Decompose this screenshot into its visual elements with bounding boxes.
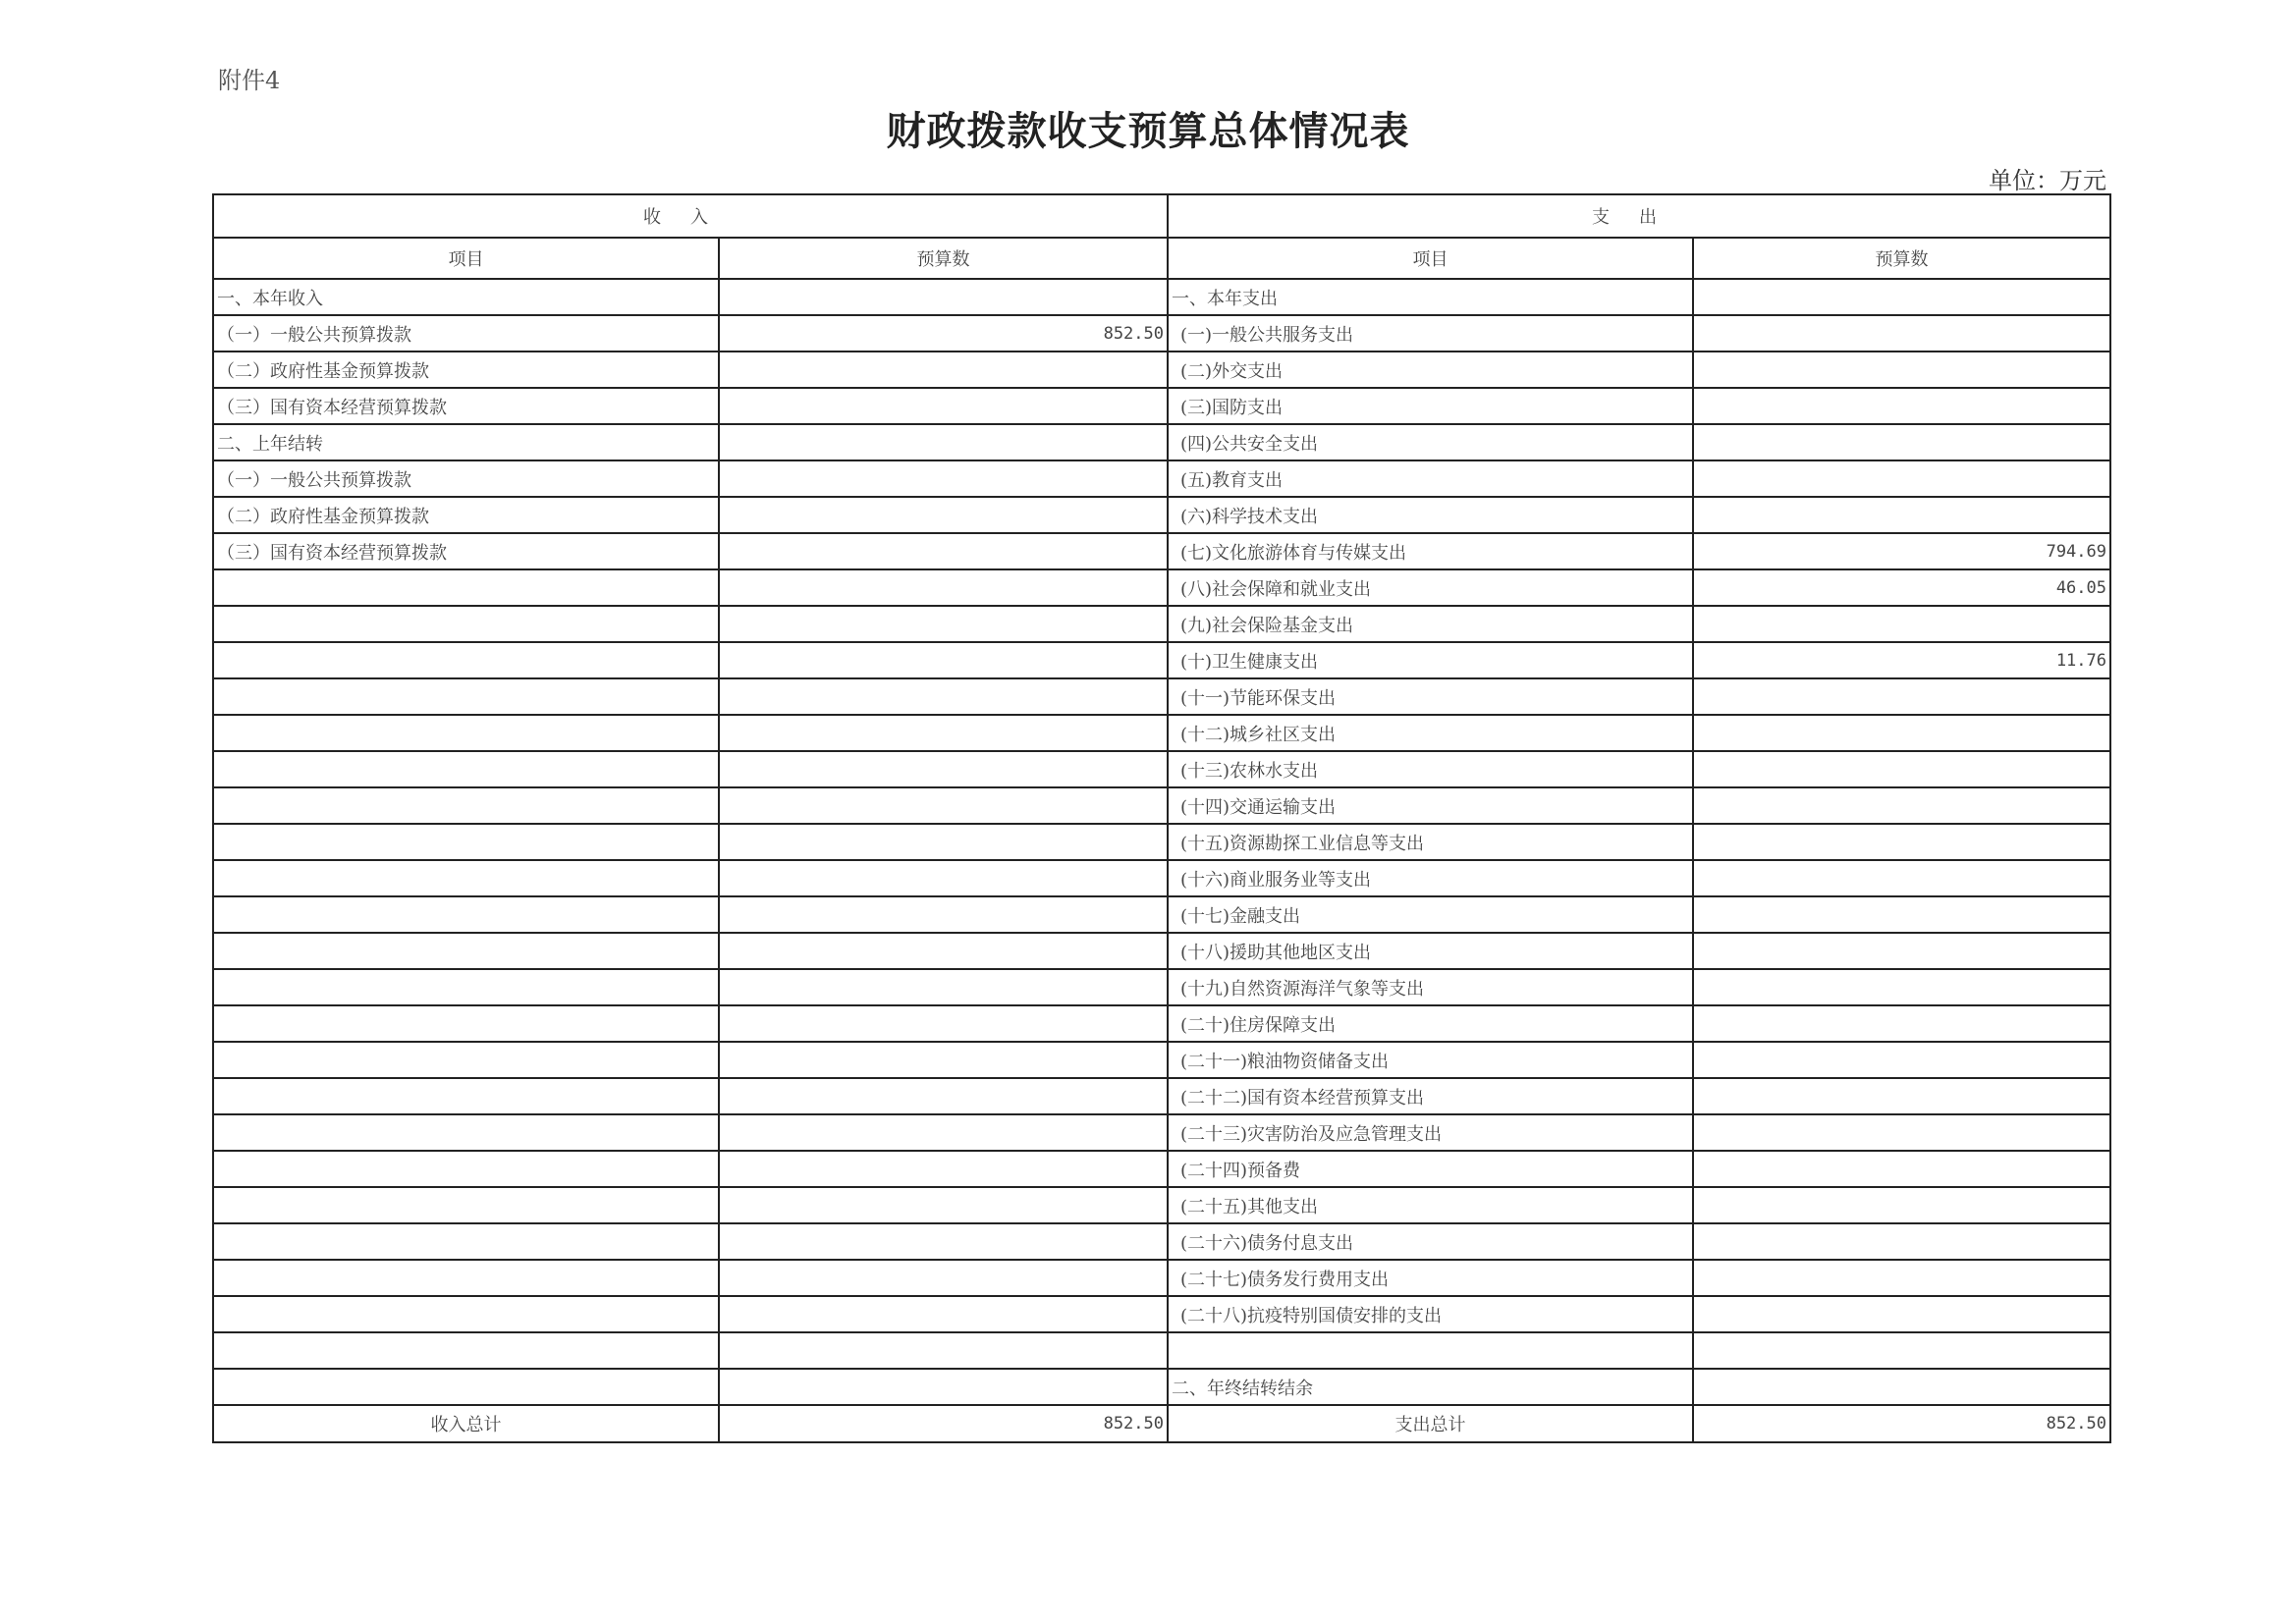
expense-item-cell: (九)社会保险基金支出 [1168, 606, 1693, 642]
income-value-cell [719, 569, 1168, 606]
income-item-cell: （一）一般公共预算拨款 [213, 315, 719, 352]
income-item-cell [213, 1369, 719, 1405]
expense-value-cell [1693, 460, 2110, 497]
income-item-cell [213, 1187, 719, 1223]
income-item-cell [213, 751, 719, 787]
income-value-cell [719, 1296, 1168, 1332]
expense-item-cell: 二、年终结转结余 [1168, 1369, 1693, 1405]
income-value-cell [719, 497, 1168, 533]
income-value-cell [719, 1078, 1168, 1114]
table-row [213, 1296, 2110, 1332]
income-item-cell [213, 1332, 719, 1369]
income-value-cell [719, 896, 1168, 933]
income-item-cell [213, 824, 719, 860]
income-item-cell [213, 1042, 719, 1078]
expense-value-cell [1693, 606, 2110, 642]
page-title: 财政拨款收支预算总体情况表 [886, 108, 1410, 154]
income-value-cell: 852.50 [719, 315, 1168, 352]
unit-label: 单位：万元 [1989, 167, 2106, 194]
expense-item-cell: (十七)金融支出 [1168, 896, 1693, 933]
expense-item-cell: (二)外交支出 [1168, 352, 1693, 388]
income-item-cell: （三）国有资本经营预算拨款 [213, 533, 719, 569]
table-row [213, 279, 2110, 315]
expense-item-cell [1168, 1332, 1693, 1369]
income-value-cell [719, 1151, 1168, 1187]
income-value-cell [719, 678, 1168, 715]
table-row [213, 1078, 2110, 1114]
expense-total-value: 852.50 [1693, 1405, 2110, 1442]
income-item-cell [213, 860, 719, 896]
expense-value-cell [1693, 279, 2110, 315]
table-row [213, 1187, 2110, 1223]
income-item-cell [213, 569, 719, 606]
table-row [213, 1332, 2110, 1369]
income-value-cell [719, 1005, 1168, 1042]
expense-value-cell [1693, 1223, 2110, 1260]
table-row [213, 424, 2110, 460]
expense-item-cell: (二十四)预备费 [1168, 1151, 1693, 1187]
income-item-cell: （二）政府性基金预算拨款 [213, 497, 719, 533]
budget-table-body [213, 194, 2110, 1442]
income-item-cell: （三）国有资本经营预算拨款 [213, 388, 719, 424]
table-row [213, 1114, 2110, 1151]
expense-item-cell: (十二)城乡社区支出 [1168, 715, 1693, 751]
income-item-cell [213, 715, 719, 751]
income-item-cell [213, 1296, 719, 1332]
expense-value-cell [1693, 1296, 2110, 1332]
income-value-cell [719, 824, 1168, 860]
income-total-label: 收入总计 [213, 1405, 719, 1442]
income-item-cell [213, 1114, 719, 1151]
table-row [213, 678, 2110, 715]
income-value-cell [719, 460, 1168, 497]
table-row [213, 569, 2110, 606]
expense-value-cell [1693, 497, 2110, 533]
table-row [213, 315, 2110, 352]
income-value-cell [719, 1369, 1168, 1405]
table-row [213, 606, 2110, 642]
expense-value-cell: 46.05 [1693, 569, 2110, 606]
expense-item-cell: (六)科学技术支出 [1168, 497, 1693, 533]
expense-section-header: 支出 [1168, 194, 2110, 238]
income-item-cell: 二、上年结转 [213, 424, 719, 460]
income-value-cell [719, 1114, 1168, 1151]
expense-item-cell: (三)国防支出 [1168, 388, 1693, 424]
expense-value-cell [1693, 352, 2110, 388]
income-value-cell [719, 1260, 1168, 1296]
table-row [213, 751, 2110, 787]
expense-item-header: 项目 [1168, 238, 1693, 279]
expense-item-cell: (二十六)债务付息支出 [1168, 1223, 1693, 1260]
income-value-cell [719, 279, 1168, 315]
expense-item-cell: (十一)节能环保支出 [1168, 678, 1693, 715]
expense-item-cell: (一)一般公共服务支出 [1168, 315, 1693, 352]
income-value-cell [719, 352, 1168, 388]
expense-value-cell [1693, 315, 2110, 352]
income-item-cell [213, 1260, 719, 1296]
expense-value-cell [1693, 678, 2110, 715]
income-value-cell [719, 933, 1168, 969]
table-row [213, 497, 2110, 533]
expense-item-cell: (五)教育支出 [1168, 460, 1693, 497]
attachment-label: 附件4 [218, 67, 281, 94]
income-value-cell [719, 1332, 1168, 1369]
income-value-cell [719, 969, 1168, 1005]
expense-item-cell: 一、本年支出 [1168, 279, 1693, 315]
income-item-header: 项目 [213, 238, 719, 279]
table-row [213, 460, 2110, 497]
income-item-cell [213, 642, 719, 678]
income-item-cell: （一）一般公共预算拨款 [213, 460, 719, 497]
income-value-cell [719, 1187, 1168, 1223]
expense-value-cell [1693, 388, 2110, 424]
table-row [213, 933, 2110, 969]
table-row [213, 1260, 2110, 1296]
income-item-cell [213, 787, 719, 824]
expense-value-cell [1693, 1078, 2110, 1114]
table-row [213, 1042, 2110, 1078]
expense-value-cell [1693, 715, 2110, 751]
expense-item-cell: (七)文化旅游体育与传媒支出 [1168, 533, 1693, 569]
expense-item-cell: (十)卫生健康支出 [1168, 642, 1693, 678]
table-row [213, 787, 2110, 824]
income-budget-header: 预算数 [719, 238, 1168, 279]
column-header-row [213, 238, 2110, 279]
expense-item-cell: (十四)交通运输支出 [1168, 787, 1693, 824]
table-row [213, 715, 2110, 751]
section-header-row [213, 194, 2110, 238]
expense-item-cell: (二十八)抗疫特别国债安排的支出 [1168, 1296, 1693, 1332]
income-item-cell [213, 1151, 719, 1187]
table-row [213, 352, 2110, 388]
budget-table [212, 193, 2111, 1443]
table-row [213, 896, 2110, 933]
expense-value-cell: 794.69 [1693, 533, 2110, 569]
income-value-cell [719, 388, 1168, 424]
income-value-cell [719, 787, 1168, 824]
totals-row [213, 1405, 2110, 1442]
income-item-cell [213, 606, 719, 642]
table-row [213, 1151, 2110, 1187]
expense-item-cell: (八)社会保障和就业支出 [1168, 569, 1693, 606]
expense-value-cell [1693, 787, 2110, 824]
income-value-cell [719, 1042, 1168, 1078]
expense-item-cell: (十五)资源勘探工业信息等支出 [1168, 824, 1693, 860]
expense-value-cell [1693, 1114, 2110, 1151]
expense-value-cell [1693, 860, 2110, 896]
expense-item-cell: (二十七)债务发行费用支出 [1168, 1260, 1693, 1296]
income-value-cell [719, 751, 1168, 787]
income-item-cell: 一、本年收入 [213, 279, 719, 315]
expense-value-cell [1693, 1187, 2110, 1223]
expense-value-cell [1693, 424, 2110, 460]
table-row [213, 860, 2110, 896]
income-item-cell [213, 1223, 719, 1260]
expense-item-cell: (二十一)粮油物资储备支出 [1168, 1042, 1693, 1078]
table-row [213, 969, 2110, 1005]
expense-total-label: 支出总计 [1168, 1405, 1693, 1442]
table-row [213, 642, 2110, 678]
income-section-header: 收入 [213, 194, 1168, 238]
expense-item-cell: (十三)农林水支出 [1168, 751, 1693, 787]
table-row [213, 1223, 2110, 1260]
expense-value-cell: 11.76 [1693, 642, 2110, 678]
income-item-cell [213, 969, 719, 1005]
expense-budget-header: 预算数 [1693, 238, 2110, 279]
expense-item-cell: (四)公共安全支出 [1168, 424, 1693, 460]
expense-value-cell [1693, 896, 2110, 933]
income-item-cell: （二）政府性基金预算拨款 [213, 352, 719, 388]
income-item-cell [213, 933, 719, 969]
income-item-cell [213, 678, 719, 715]
expense-value-cell [1693, 1332, 2110, 1369]
expense-item-cell: (十九)自然资源海洋气象等支出 [1168, 969, 1693, 1005]
expense-item-cell: (十八)援助其他地区支出 [1168, 933, 1693, 969]
table-row [213, 533, 2110, 569]
expense-item-cell: (二十)住房保障支出 [1168, 1005, 1693, 1042]
income-item-cell [213, 896, 719, 933]
expense-item-cell: (二十二)国有资本经营预算支出 [1168, 1078, 1693, 1114]
expense-value-cell [1693, 1005, 2110, 1042]
table-row [213, 1369, 2110, 1405]
expense-item-cell: (二十五)其他支出 [1168, 1187, 1693, 1223]
income-value-cell [719, 860, 1168, 896]
expense-value-cell [1693, 1151, 2110, 1187]
expense-item-cell: (二十三)灾害防治及应急管理支出 [1168, 1114, 1693, 1151]
income-value-cell [719, 533, 1168, 569]
expense-item-cell: (十六)商业服务业等支出 [1168, 860, 1693, 896]
income-value-cell [719, 424, 1168, 460]
income-item-cell [213, 1078, 719, 1114]
income-value-cell [719, 1223, 1168, 1260]
expense-value-cell [1693, 824, 2110, 860]
expense-value-cell [1693, 1260, 2110, 1296]
table-row [213, 824, 2110, 860]
table-row [213, 388, 2110, 424]
income-total-value: 852.50 [719, 1405, 1168, 1442]
expense-value-cell [1693, 969, 2110, 1005]
income-item-cell [213, 1005, 719, 1042]
expense-value-cell [1693, 1042, 2110, 1078]
table-row [213, 1005, 2110, 1042]
expense-value-cell [1693, 933, 2110, 969]
income-value-cell [719, 642, 1168, 678]
expense-value-cell [1693, 751, 2110, 787]
expense-value-cell [1693, 1369, 2110, 1405]
income-value-cell [719, 606, 1168, 642]
income-value-cell [719, 715, 1168, 751]
